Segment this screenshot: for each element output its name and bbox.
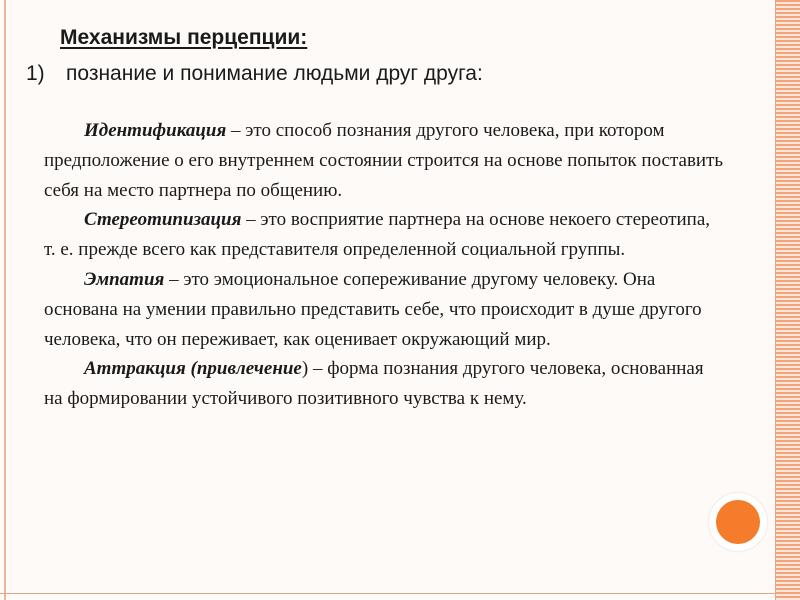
definition-paragraph xyxy=(44,116,724,205)
subtitle-number: 1) xyxy=(26,62,45,85)
definition-text: ) – форма познания другого человека, основанная на формировании устойчивого позитивного чувства к нему. xyxy=(44,358,704,410)
definition-term: Идентификация xyxy=(84,120,227,141)
definition-term: Аттракция (привлечение xyxy=(84,358,302,380)
definition-term: Эмпатия xyxy=(84,268,165,290)
definition-text: – это способ познания другого человека, при котором предположение о его внутреннем состоянии строится на основе попыток поставить себя на место партнера по общению. xyxy=(44,120,724,201)
orange-circle-fill xyxy=(716,500,760,544)
definition-text: – это эмоциональное сопереживание другому человеку. Она основана на умении правильно представить себе, что происходит в душе другого человека, что он переживает, как оценивает окружающий мир. xyxy=(44,268,702,350)
slide-subtitle xyxy=(26,62,483,86)
definitions-body xyxy=(44,116,724,414)
definition-term: Стереотипизация xyxy=(84,209,242,231)
right-decorative-stripes xyxy=(776,0,800,600)
definition-paragraph xyxy=(44,265,724,354)
bottom-border-line xyxy=(0,593,776,594)
subtitle-text: познание и понимание людьми друг друга: xyxy=(66,62,483,85)
left-border-line xyxy=(4,0,6,600)
slide-title: Механизмы перцепции: xyxy=(60,26,308,49)
orange-circle-decoration xyxy=(709,493,767,551)
definition-paragraph xyxy=(44,354,724,414)
definition-text: – это восприятие партнера на основе некоего стереотипа, т. е. прежде всего как представителя определенной социальной группы. xyxy=(44,209,711,261)
definition-paragraph xyxy=(44,205,724,265)
